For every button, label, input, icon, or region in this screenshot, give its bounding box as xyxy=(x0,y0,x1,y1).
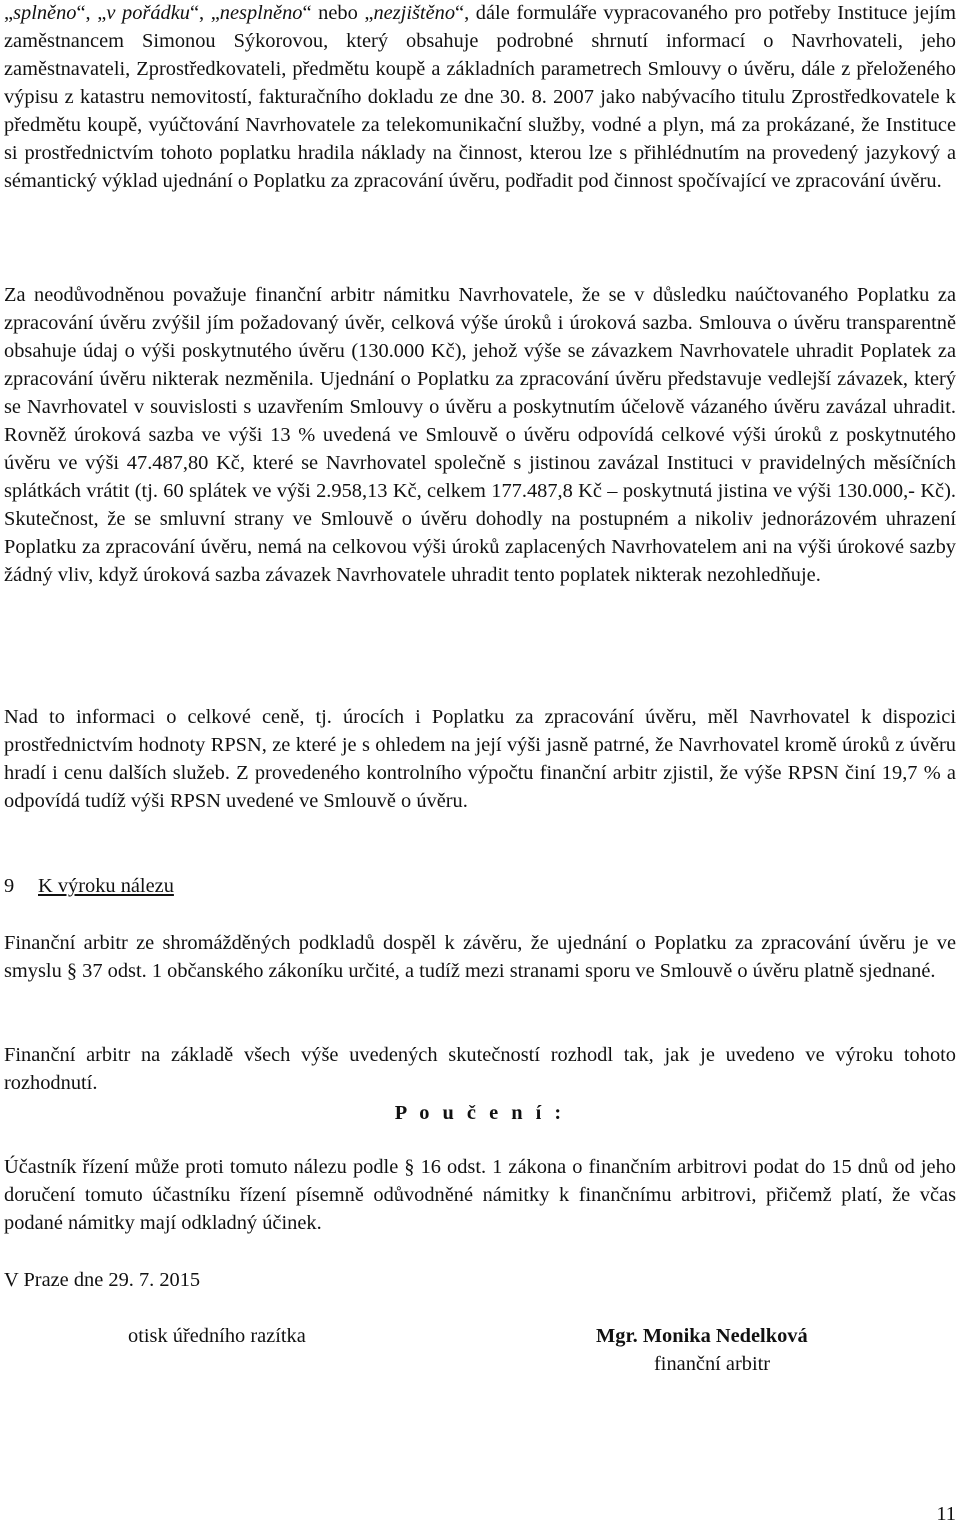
paragraph-text: “, dále formuláře vypracovaného pro potřeby Instituce jejím zaměstnancem Simonou Sýkorovou, který obsahuje podrobné shrnutí informací o Navrhovateli, jeho zaměstnavateli, Zprostředkovateli, předmětu koupě a základních parametrech Smlouvy o úvěru, dále z přeloženého výpisu z katastru nemovitostí, fakturačního dokladu ze dne 30. 8. 2007 jako nabývacího titulu Zprostředkovatele k předmětu koupě, vyúčtování Navrhovatele za telekomunikační služby, vodné a plyn, má za prokázané, že Instituce si prostřednictvím tohoto poplatku hradila náklady na činnost, kterou lze s přihlédnutím na provedený jazykový a sémantický výklad ujednání o Poplatku za zpracování úvěru, podřadit pod činnost spočívající ve zpracování úvěru. xyxy=(4,2,957,192)
page-number: 11 xyxy=(936,1503,956,1525)
quote-separator: “ nebo „ xyxy=(302,2,374,24)
verdict-paragraph-2: Finanční arbitr na základě všech výše uvedených skutečností rozhodl tak, jak je uvedeno ve výroku tohoto rozhodnutí. xyxy=(4,1044,956,1094)
status-term-nezjisteno: nezjištěno xyxy=(373,2,456,24)
verdict-paragraph-1: Finanční arbitr ze shromážděných podkladů dospěl k závěru, že ujednání o Poplatku za zpracování úvěru je ve smyslu § 37 odst. 1 občanského zákoníku určité, a tudíž mezi stranami sporu ve Smlouvě o úvěru platně sjednané. xyxy=(4,932,956,982)
reasoning-paragraph-2: Za neodůvodněnou považuje finanční arbitr námitku Navrhovatele, že se v důsledku naúčtovaného Poplatku za zpracování úvěru zvýšil jím požadovaný úvěr, celková výše úroků i úroková sazba. Smlouva o úvěru transparentně obsahuje údaj o výši poskytnutého úvěru (130.000 Kč), jehož výše se závazkem Navrhovatele uhradit Poplatek za zpracování úvěru nikterak nezměnila. Ujednání o Poplatku za zpracování úvěru představuje vedlejší závazek, který se Navrhovatel v souvislosti s uzavřením Smlouvy o úvěru a poskytnutím účelově vázaného úvěru zavázal uhradit. Rovněž úroková sazba ve výši 13 % uvedená ve Smlouvě o úvěru odpovídá celkové výši úroků z poskytnutého úvěru ve výši 47.487,80 Kč, které se Navrhovatel společně s jistinou zavázal Instituci v pravidelných měsíčních splátkách vrátit (tj. 60 splátek ve výši 2.958,13 Kč, celkem 177.487,8 Kč – poskytnutá jistina ve výši 130.000,- Kč). Skutečnost, že se smluvní strany ve Smlouvě o úvěru dohodly na postupném a nikoliv jednorázovém uhrazení Poplatku za zpracování úvěru, nemá na celkovou výši úroků zaplacených Navrhovatelem ani na výši úrokové sazby žádný vliv, když úroková sazba závazek Navrhovatele uhradit tento poplatek nikterak nezohledňuje. xyxy=(4,284,956,586)
quote-separator: “, „ xyxy=(76,2,107,24)
document-page xyxy=(4,0,956,1528)
signatory-name: Mgr. Monika Nedelková xyxy=(596,1325,808,1347)
status-term-v-poradku: v pořádku xyxy=(106,2,190,24)
stamp-note: otisk úředního razítka xyxy=(128,1325,306,1347)
reasoning-paragraph-1 xyxy=(4,0,956,195)
status-term-splneno: splněno xyxy=(13,2,77,24)
date-line: V Praze dne 29. 7. 2015 xyxy=(4,1269,201,1291)
section-heading xyxy=(4,872,174,900)
section-title: K výroku nálezu xyxy=(38,875,174,897)
instruction-heading: P o u č e n í : xyxy=(394,1102,566,1124)
signatory-role: finanční arbitr xyxy=(654,1353,771,1375)
section-number: 9 xyxy=(4,875,15,897)
quote-separator: “, „ xyxy=(189,2,220,24)
status-term-nesplneno: nesplněno xyxy=(219,2,303,24)
instruction-paragraph: Účastník řízení může proti tomuto nálezu podle § 16 odst. 1 zákona o finančním arbitrovi podat do 15 dnů od jeho doručení tomuto účastníku řízení písemně odůvodněné námitky k finančnímu arbitrovi, přičemž platí, že včas podané námitky mají odkladný účinek. xyxy=(4,1156,956,1234)
reasoning-paragraph-3: Nad to informaci o celkové ceně, tj. úrocích i Poplatku za zpracování úvěru, měl Navrhovatel k dispozici prostřednictvím hodnoty RPSN, ze které je s ohledem na její výši jasně patrné, že Navrhovatel kromě úroků z úvěru hradí i cenu dalších služeb. Z provedeného kontrolního výpočtu finanční arbitr zjistil, že výše RPSN činí 19,7 % a odpovídá tudíž výši RPSN uvedené ve Smlouvě o úvěru. xyxy=(4,706,956,812)
quote-open: „ xyxy=(4,2,14,24)
